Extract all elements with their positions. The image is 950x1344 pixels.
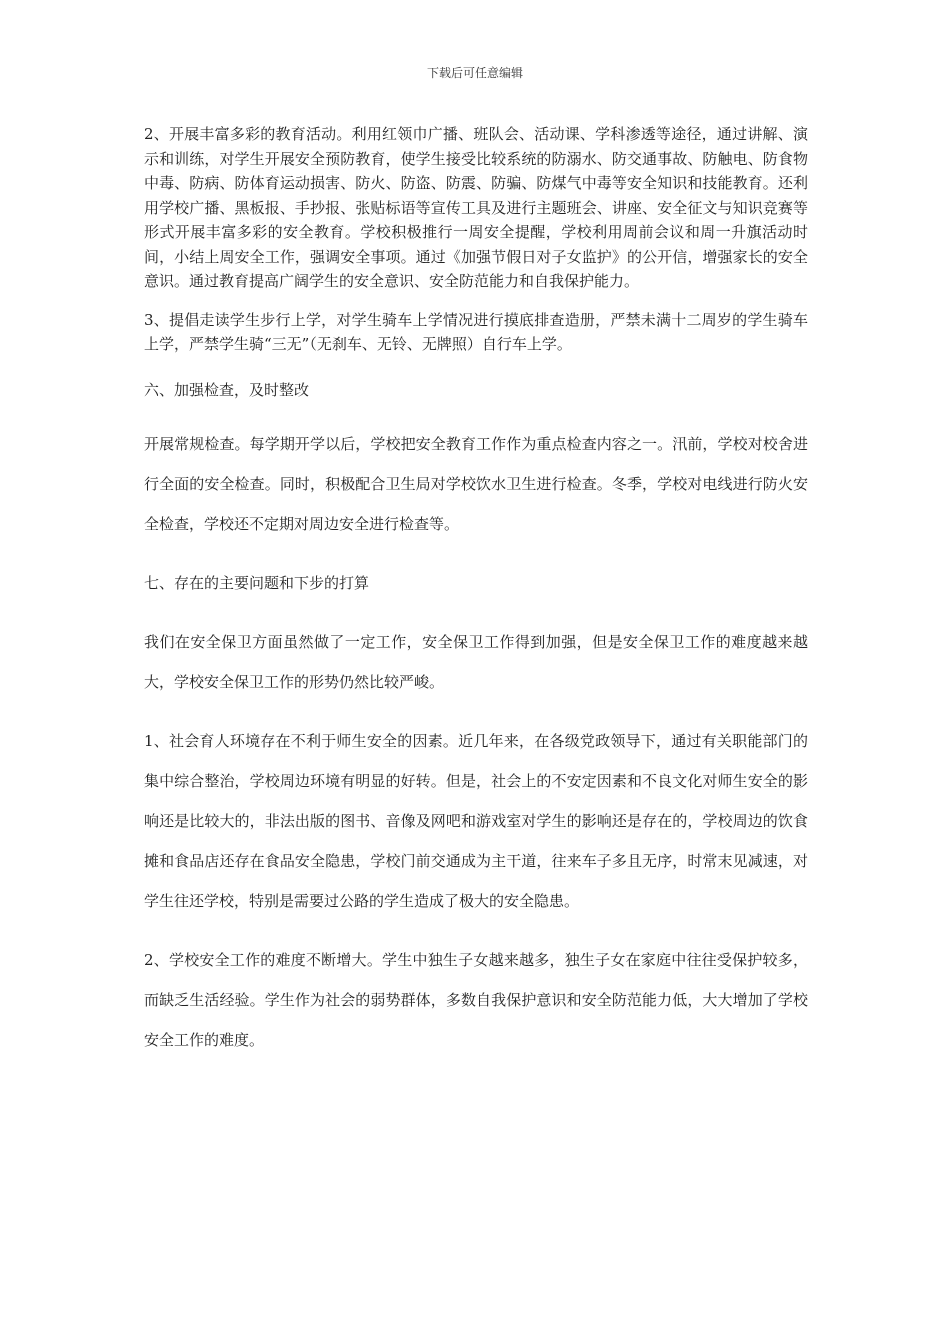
- section-heading-problems: 七、存在的主要问题和下步的打算: [144, 573, 370, 592]
- paragraph-routine-inspection: 开展常规检查。每学期开学以后，学校把安全教育工作作为重点检查内容之一。汛前，学校对校舍进行全面的安全检查。同时，积极配合卫生局对学校饮水卫生进行检查。冬季，学校对电线进行防火安全检查，学校还不定期对周边安全进行检查等。: [144, 434, 808, 533]
- paragraph-education-activities: 2、开展丰富多彩的教育活动。利用红领巾广播、班队会、活动课、学科渗透等途径，通过讲解、演示和训练，对学生开展安全预防教育，使学生接受比较系统的防溺水、防交通事故、防触电、防食物中毒、防病、防体育运动损害、防火、防盗、防震、防骗、防煤气中毒等安全知识和技能教育。还利用学校广播、黑板报、手抄报、张贴标语等宣传工具及进行主题班会、讲座、安全征文与知识竞赛等形式开展丰富多彩的安全教育。学校积极推行一周安全提醒，学校利用周前会议和周一升旗活动时间，小结上周安全工作，强调安全事项。通过《加强节假日对子女监护》的公开信，增强家长的安全意识。通过教育提高广阔学生的安全意识、安全防范能力和自我保护能力。: [144, 125, 808, 290]
- section-heading-inspection: 六、加强检查，及时整改: [144, 380, 310, 399]
- paragraph-issue-difficulty: 2、学校安全工作的难度不断增大。学生中独生子女越来越多，独生子女在家庭中往往受保护较多，而缺乏生活经验。学生作为社会的弱势群体，多数自我保护意识和安全防范能力低，大大增加了学校安全工作的难度。: [144, 950, 808, 1049]
- paragraph-issue-environment: 1、社会育人环境存在不利于师生安全的因素。近几年来，在各级党政领导下，通过有关职能部门的集中综合整治，学校周边环境有明显的好转。但是，社会上的不安定因素和不良文化对师生安全的影响还是比较大的，非法出版的图书、音像及网吧和游戏室对学生的影响还是存在的，学校周边的饮食摊和食品店还存在食品安全隐患，学校门前交通成为主干道，往来车子多且无序，时常末见减速，对学生往还学校，特别是需要过公路的学生造成了极大的安全隐患。: [144, 731, 808, 910]
- paragraph-problems-intro: 我们在安全保卫方面虽然做了一定工作，安全保卫工作得到加强，但是安全保卫工作的难度越来越大，学校安全保卫工作的形势仍然比较严峻。: [144, 632, 808, 691]
- page-header-note: 下载后可任意编辑: [426, 66, 523, 80]
- paragraph-walking-to-school: 3、提倡走读学生步行上学，对学生骑车上学情况进行摸底排查造册，严禁未满十二周岁的学生骑车上学，严禁学生骑“三无”（无刹车、无铃、无牌照）自行车上学。: [144, 310, 808, 353]
- document-body: [144, 122, 808, 1060]
